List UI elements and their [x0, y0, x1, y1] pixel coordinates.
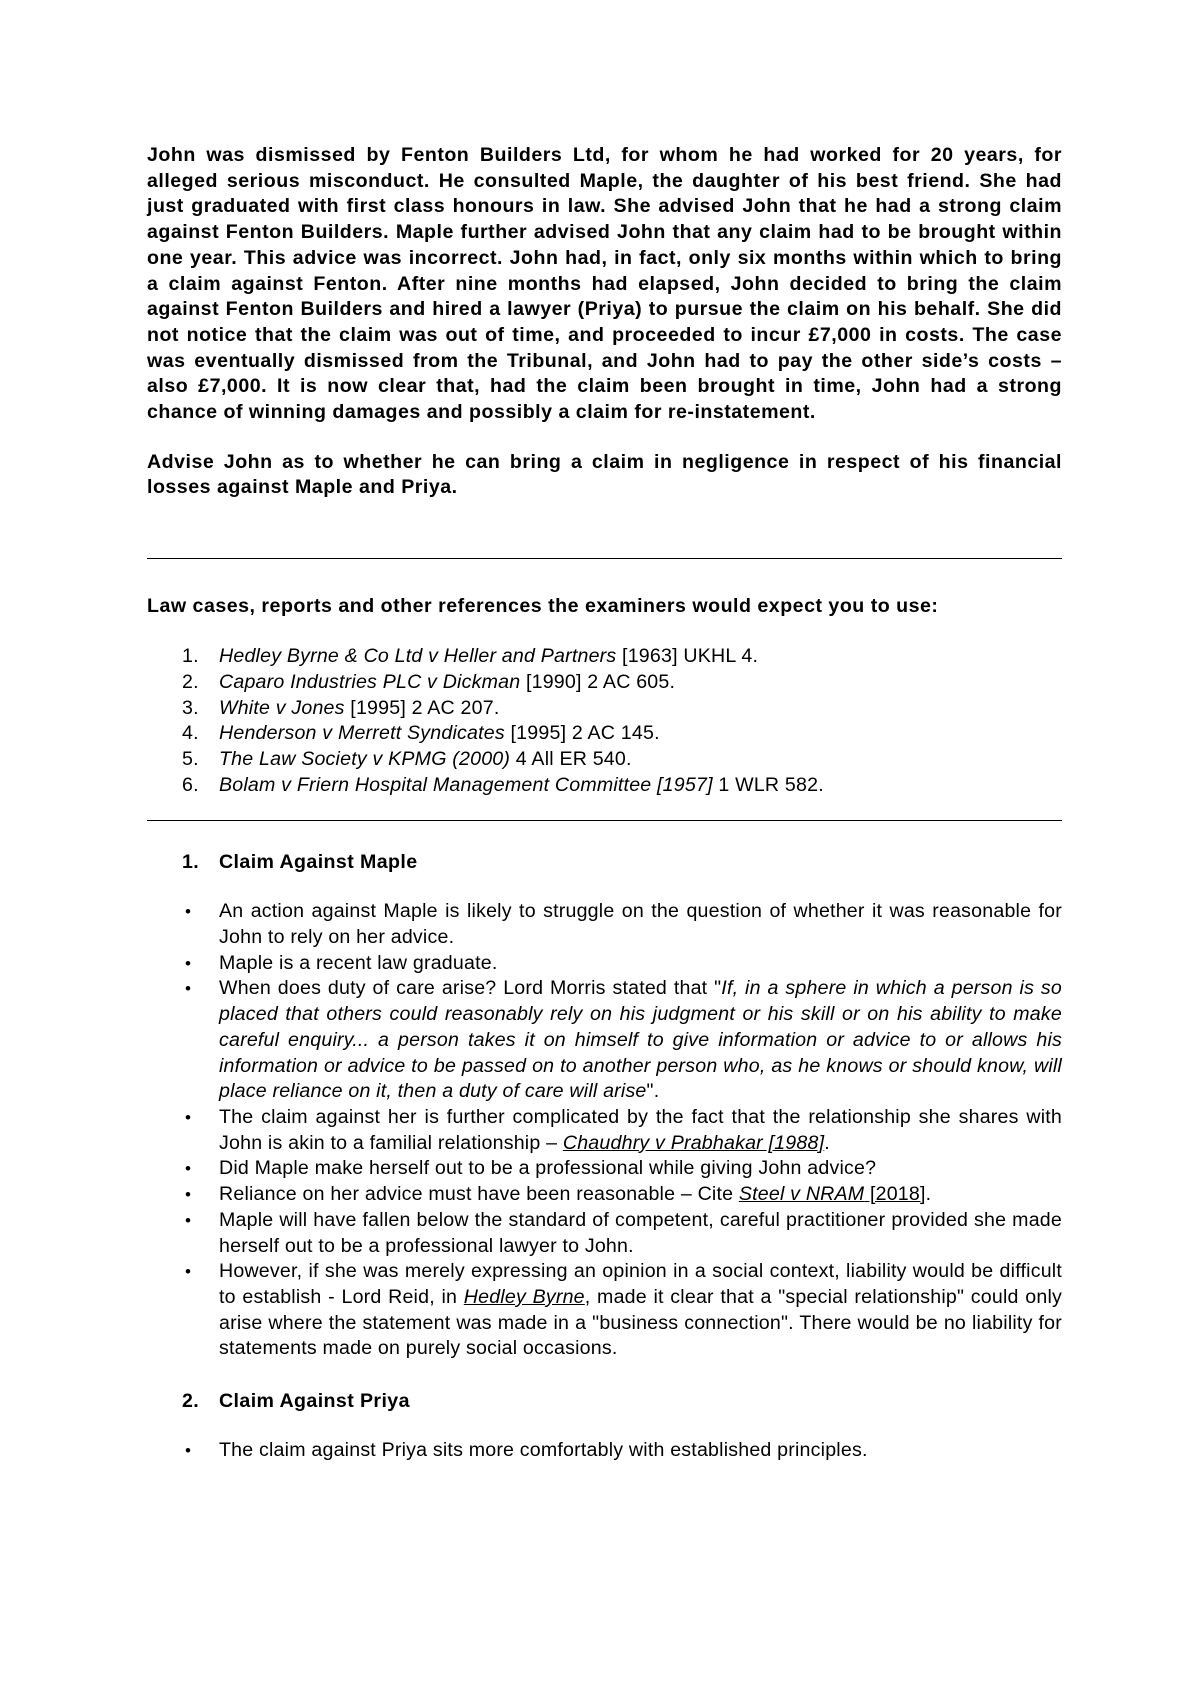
case-citation: [1963] UKHL 4. [616, 645, 759, 668]
case-citation: 1 WLR 582. [712, 773, 824, 796]
case-name: Bolam v Friern Hospital Management Committee [1957] [219, 773, 713, 796]
references-heading: Law cases, reports and other references the examiners would expect you to use: [147, 595, 939, 618]
bullet-icon: • [185, 1159, 192, 1179]
case-name: The Law Society v KPMG (2000) [219, 747, 511, 770]
list-item: • However, if she was merely expressing an opinion in a social context, liability would be difficult to establish - Lord Reid, in Hedley Byrne, made it clear that a "special relationship" could only arise where the statement was made in a "business connection". There would be no liability for statements made on purely social occasions. [185, 1260, 1063, 1360]
case-citation: 4 All ER 540. [510, 747, 632, 770]
case-citation: [1990] 2 AC 605. [520, 670, 676, 693]
lord-morris-quote: If, in a sphere in which a person is so placed that others could reasonably rely on his judgment or his skill or on his ability to make careful enquiry... a person takes it on himself to give information or advice to or allows his information or advice to be passed on to another person who, as he knows or should know, will place reliance on it, then a duty of care will arise [219, 977, 1062, 1103]
case-citation: [1995] 2 AC 145. [504, 722, 660, 745]
list-item: • When does duty of care arise? Lord Morris stated that "If, in a sphere in which a person is so placed that others could reasonably rely on his judgment or his skill or on his ability to make careful enquiry... a person takes it on himself to give information or advice to or allows his information or advice to be passed on to another person who, as he knows or should know, will place reliance on it, then a duty of care will arise". [185, 977, 1062, 1103]
list-item: • Reliance on her advice must have been reasonable – Cite Steel v NRAM [2018]. [147, 1182, 1062, 1208]
list-item: • An action against Maple is likely to struggle on the question of whether it was reasonable for John to rely on her advice. [185, 900, 1062, 949]
case-name: Henderson v Merrett Syndicates [219, 722, 505, 745]
question-paragraph: Advise John as to whether he can bring a claim in negligence in respect of his financial losses against Maple and Priya. [147, 450, 1062, 499]
bullet-icon: • [185, 902, 192, 922]
reference-item: 5. The Law Society v KPMG (2000) 4 All ER 540. [182, 747, 632, 770]
bullet-icon: • [185, 1107, 192, 1127]
priya-bullet-list [147, 1438, 1062, 1464]
case-citation: [1995] 2 AC 207. [344, 696, 500, 719]
reference-item: 4. Henderson v Merrett Syndicates [1995] 2 AC 145. [182, 722, 660, 745]
reference-item: 1. Hedley Byrne & Co Ltd v Heller and Partners [1963] UKHL 4. [182, 645, 759, 668]
bullet-icon: • [185, 1441, 192, 1461]
case-reference: Steel v NRAM [738, 1183, 865, 1206]
section-heading-priya: 2. Claim Against Priya [182, 1390, 410, 1413]
reference-item: 6. Bolam v Friern Hospital Management Committee [1957] 1 WLR 582. [182, 773, 824, 796]
list-item: • Did Maple make herself out to be a professional while giving John advice? [147, 1156, 1062, 1182]
bullet-icon: • [185, 979, 192, 999]
section-heading-maple: 1. Claim Against Maple [182, 851, 418, 874]
list-item: • Maple is a recent law graduate. [147, 951, 1062, 977]
case-reference: Chaudhry v Prabhakar [1988] [562, 1131, 825, 1154]
case-name: White v Jones [219, 696, 345, 719]
document-body [147, 143, 1062, 1464]
list-item: • Maple will have fallen below the standard of competent, careful practitioner provided she made herself out to be a professional lawyer to John. [185, 1208, 1062, 1257]
scenario-paragraph: John was dismissed by Fenton Builders Ltd, for whom he had worked for 20 years, for alleged serious misconduct. He consulted Maple, the daughter of his best friend. She had just graduated with first class honours in law. She advised John that he had a strong claim against Fenton Builders. Maple further advised John that any claim had to be brought within one year. This advice was incorrect. John had, in fact, only six months within which to bring a claim against Fenton. After nine months had elapsed, John decided to bring the claim against Fenton Builders and hired a lawyer (Priya) to pursue the claim on his behalf. She did not notice that the claim was out of time, and proceeded to incur £7,000 in costs. The case was eventually dismissed from the Tribunal, and John had to pay the other side’s costs – also £7,000. It is now clear that, had the claim been brought in time, John had a strong chance of winning damages and possibly a claim for re-instatement. [147, 144, 1062, 424]
maple-bullet-list [147, 899, 1062, 1362]
case-name: Caparo Industries PLC v Dickman [219, 670, 521, 693]
case-name: Hedley Byrne & Co Ltd v Heller and Partners [219, 645, 617, 668]
case-reference: Hedley Byrne [463, 1285, 585, 1308]
list-item: • The claim against her is further complicated by the fact that the relationship she shares with John is akin to a familial relationship – Chaudhry v Prabhakar [1988]. [185, 1105, 1062, 1154]
divider [147, 558, 1062, 559]
bullet-icon: • [185, 1210, 192, 1230]
references-list [147, 644, 1062, 798]
bullet-icon: • [185, 1262, 192, 1282]
list-item: • The claim against Priya sits more comfortably with established principles. [147, 1438, 1062, 1464]
divider [147, 820, 1062, 821]
reference-item: 3. White v Jones [1995] 2 AC 207. [182, 696, 500, 719]
reference-item: 2. Caparo Industries PLC v Dickman [1990] 2 AC 605. [182, 670, 676, 693]
bullet-icon: • [185, 1185, 192, 1205]
bullet-icon: • [185, 953, 192, 973]
